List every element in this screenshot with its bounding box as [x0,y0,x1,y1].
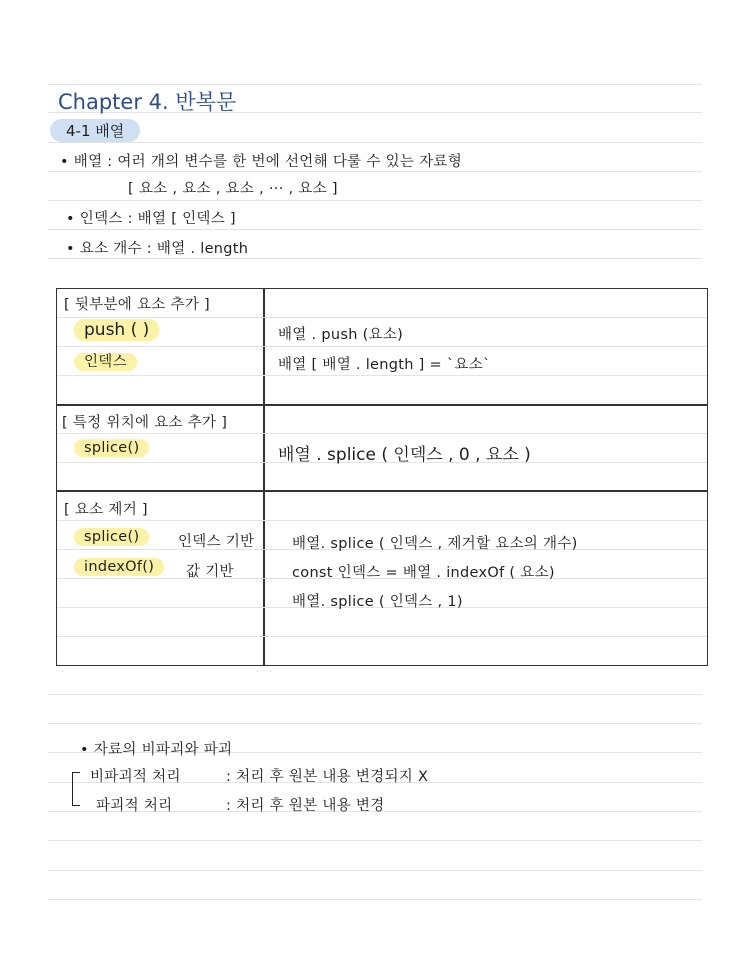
rule-line [57,317,707,318]
row2-header: [ 특정 위치에 요소 추가 ] [62,415,228,431]
splice-remove-label: splice() [74,528,149,546]
value-based-note: 값 기반 [186,564,234,580]
length-definition: • 요소 개수 : 배열 . length [66,241,249,257]
rule-line [48,171,702,172]
non-destructive-label: 비파괴적 처리 [90,769,181,785]
array-syntax: [ 요소 , 요소 , 요소 , ··· , 요소 ] [128,181,338,197]
splice-insert-code: 배열 . splice ( 인덱스 , 0 , 요소 ) [278,445,531,465]
rule-line [48,694,702,695]
array-definition: • 배열 : 여러 개의 변수를 한 번에 선언해 다룰 수 있는 자료형 [60,154,463,170]
destructive-label: 파괴적 처리 [96,798,173,814]
rule-line [48,899,702,900]
rule-line [57,636,707,637]
index-definition: • 인덱스 : 배열 [ 인덱스 ] [66,211,236,227]
destructive-title: • 자료의 비파괴와 파괴 [80,742,233,758]
row3-header: [ 요소 제거 ] [64,502,148,518]
rule-line [48,870,702,871]
table-divider [263,288,265,666]
push-method-label: push ( ) [74,319,159,341]
table-row-divider [56,490,708,492]
indexof-label: indexOf() [74,558,164,576]
rule-line [48,200,702,201]
non-destructive-desc: : 처리 후 원본 내용 변경되지 X [226,769,429,785]
table-row-divider [56,404,708,406]
splice-remove-code: 배열. splice ( 인덱스 , 제거할 요소의 개수) [292,536,578,552]
rule-line [48,229,702,230]
rule-line [57,520,707,521]
row1-header: [ 뒷부분에 요소 추가 ] [64,297,211,313]
splice-one-code: 배열. splice ( 인덱스 , 1) [292,594,463,610]
bracket-mark [72,772,80,806]
section-title: 4-1 배열 [50,119,140,142]
rule-line [48,840,702,841]
rule-line [57,375,707,376]
rule-line [48,723,702,724]
rule-line [57,433,707,434]
splice-insert-label: splice() [74,439,149,457]
indexof-code: const 인덱스 = 배열 . indexOf ( 요소) [292,565,555,581]
rule-line [48,142,702,143]
index-method-label: 인덱스 [74,353,137,371]
push-code: 배열 . push (요소) [278,327,404,343]
destructive-desc: : 처리 후 원본 내용 변경 [226,798,385,814]
rule-line [57,346,707,347]
rule-line [48,84,702,85]
length-assign-code: 배열 [ 배열 . length ] = `요소` [278,357,491,373]
rule-line [48,258,702,259]
index-based-note: 인덱스 기반 [178,534,255,550]
chapter-title: Chapter 4. 반복문 [58,90,237,114]
